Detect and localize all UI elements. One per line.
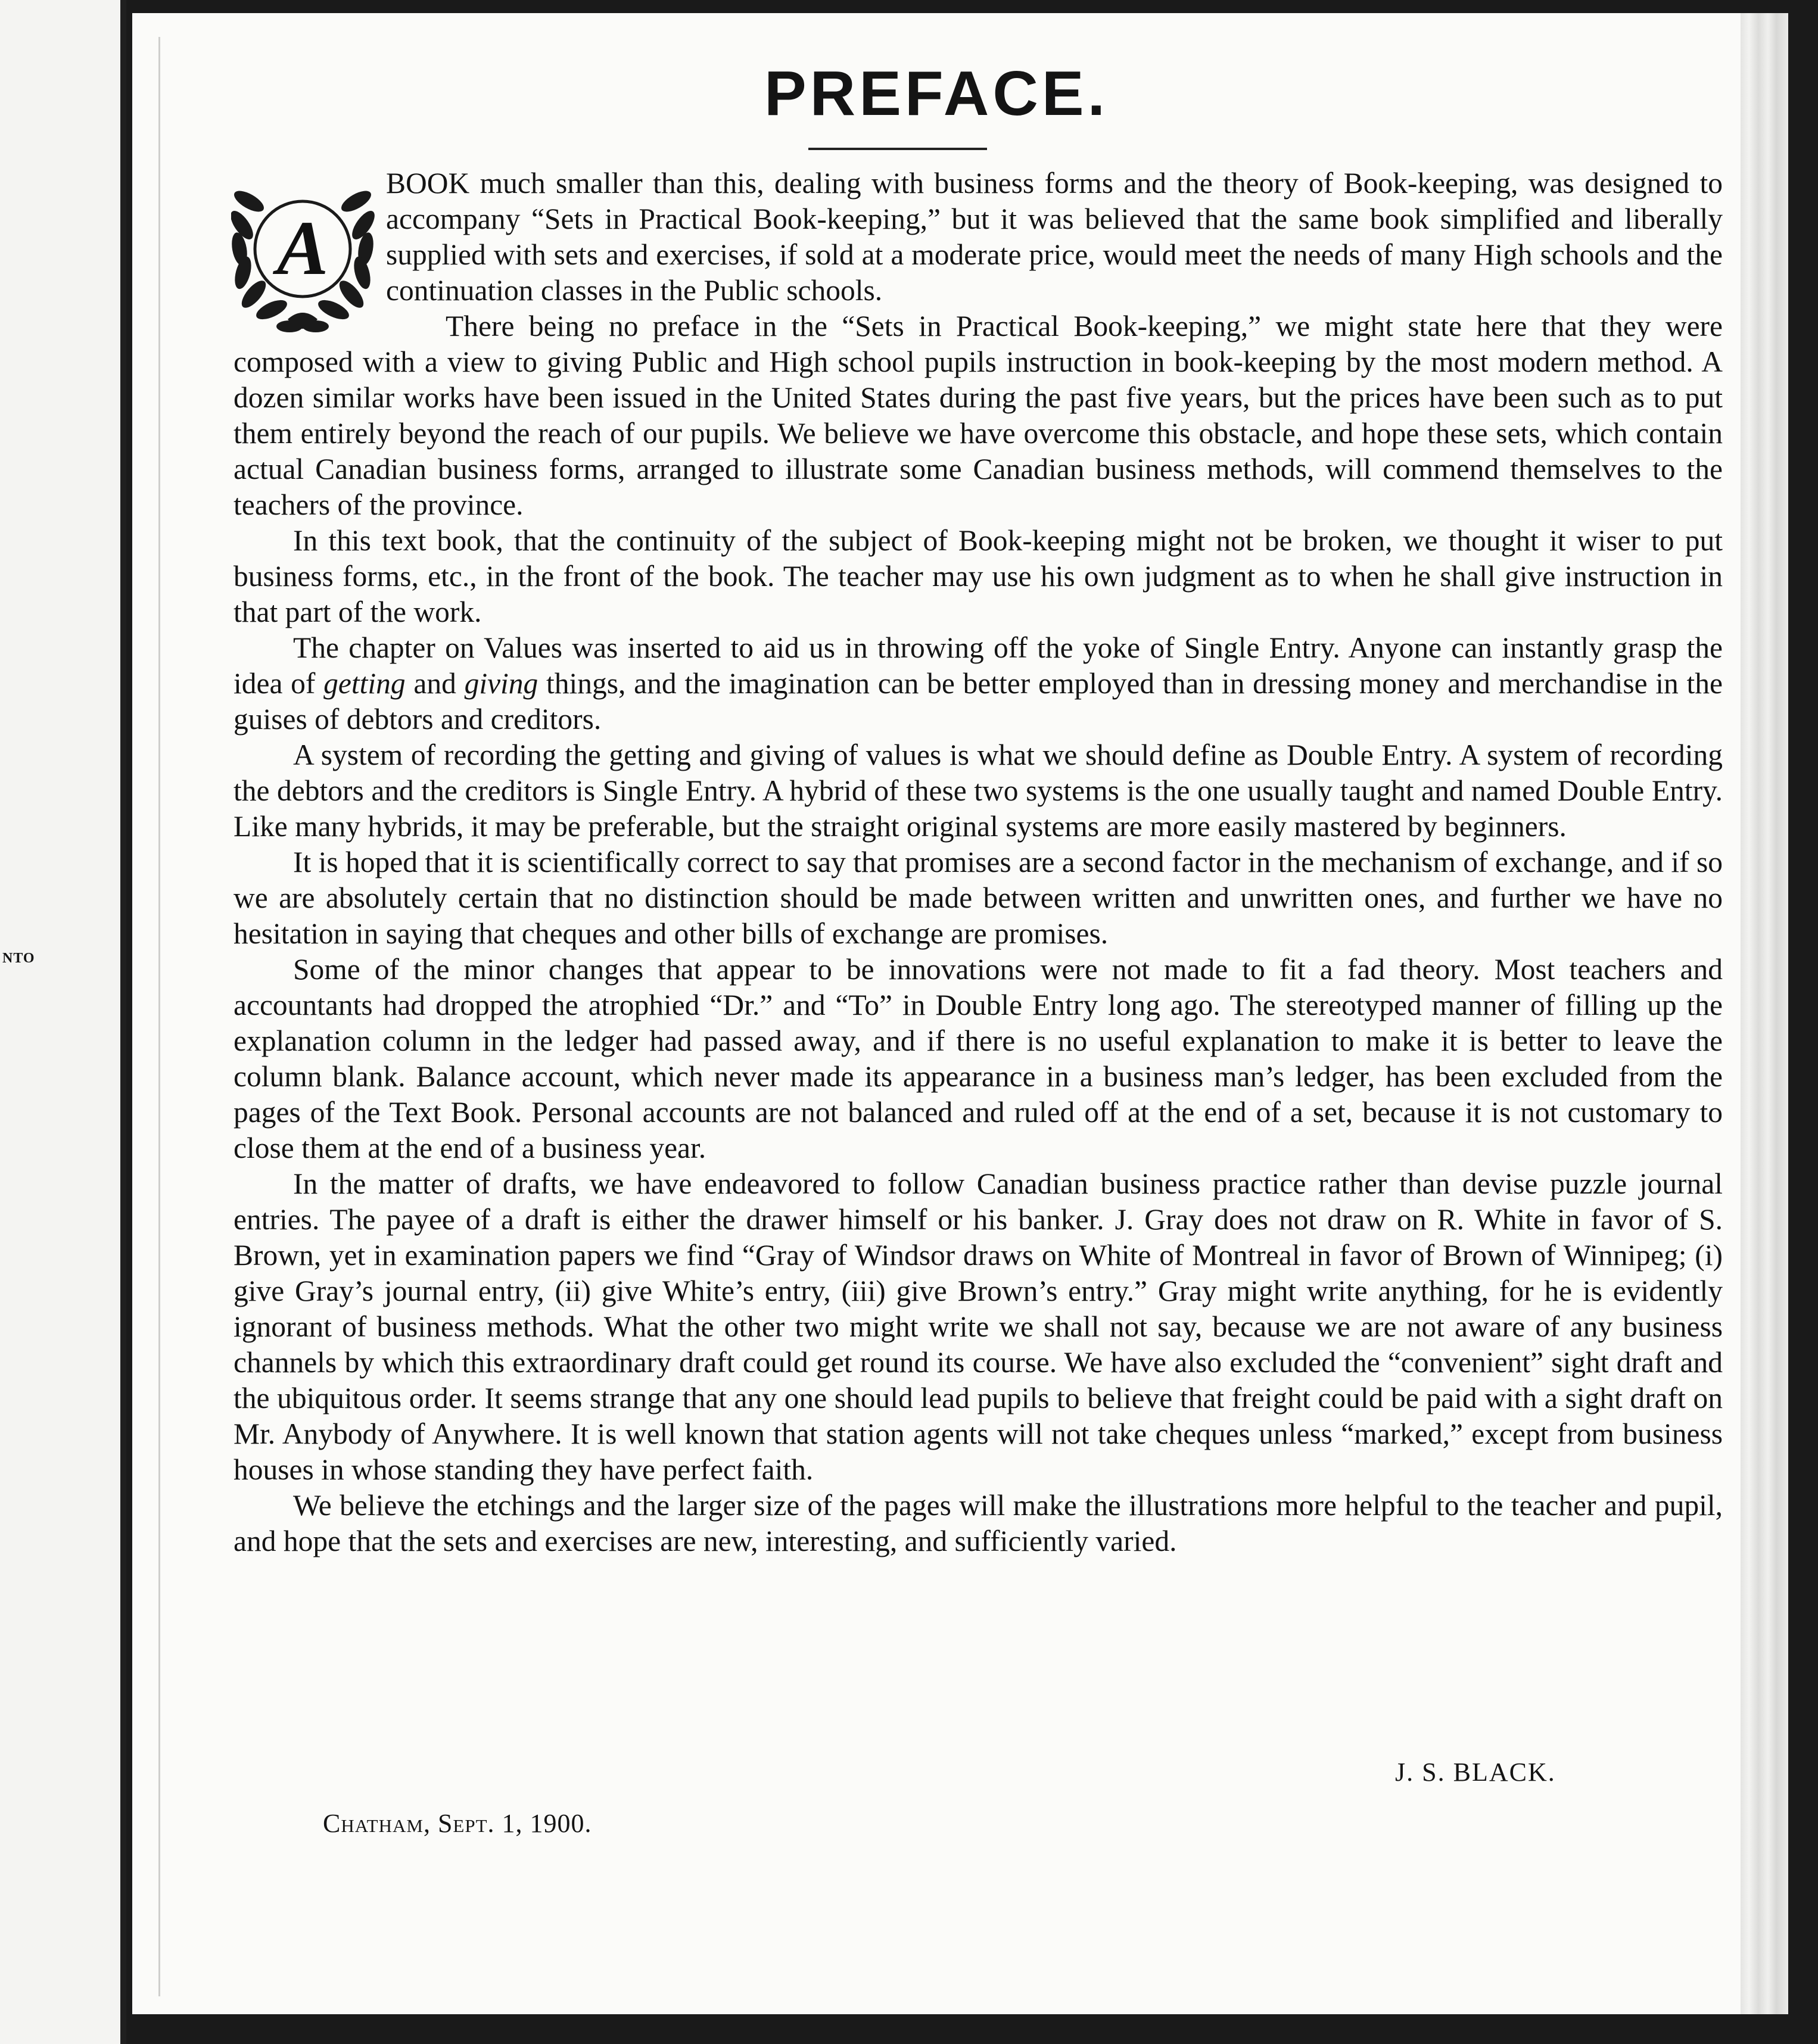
paragraph-1 [234,166,1723,309]
place-and-date: Chatham, Sept. 1, 1900. [323,1809,592,1838]
paragraph-6: It is hoped that it is scientifically correct to say that promises are a second factor in the mechanism of exchange, and if so we are absolutely certain that no distinction should be made between written and unwritten ones, and further we have no hesitation in saying that cheques and other bills of exchange are promises. [234,846,1723,950]
drop-cap-letter: A [276,205,329,291]
paragraph-9: We believe the etchings and the larger size of the pages will make the illustrations more helpful to the teacher and pupil, and hope that the sets and exercises are new, interesting, and sufficiently varied. [234,1489,1723,1557]
paragraph-4 [234,630,1723,737]
paragraph-3: In this text book, that the continuity of the subject of Book-keeping might not be broken, we thought it wiser to put business forms, etc., in the front of the book. The teacher may use his own judgment as to when he shall give instruction in that part of the work. [234,524,1723,628]
values-text-before: The chapter on Values was inserted to aid us in throwing off the yoke of Single Entry. Anyone can instantly grasp the idea of [234,631,1723,700]
paragraph-8: In the matter of drafts, we have endeavored to follow Canadian business practice rather than devise puzzle journal entries. The payee of a draft is either the drawer himself or his banker. J. Gray does not draw on R. White in favor of S. Brown, yet in examination papers we find “Gray of Windsor draws on White of Montreal in favor of Brown of Winnipeg; (i) give Gray’s journal entry, (ii) give White’s entry, (iii) give Brown’s entry.” Gray might write anything, for he is evidently ignorant of business methods. What the other two might write we shall not say, because we are not aware of any business channels by which this extraordinary draft could get round its course. We have also excluded the “convenient” sight draft and the ubiquitous order. It seems strange that any one should lead pupils to believe that freight could be paid with a sight draft on Mr. Anybody of Anywhere. It is well known that station agents will not take cheques unless “marked,” except from business houses in whose standing they have perfect faith. [234,1167,1723,1486]
paragraph-7: Some of the minor changes that appear to be innovations were not made to fit a fad theory. Most teachers and accountants had dropped the atrophied “Dr.” and “To” in Double Entry long ago. The stereotyped manner of filling up the explanation column in the ledger had passed away, and if there is no useful explanation to make it is better to leave the column blank. Balance account, which never made its appearance in a business man’s ledger, has been excluded from the pages of the Text Book. Personal accounts are not balanced and ruled off at the end of a set, because it is not customary to close them at the end of a business year. [234,953,1723,1164]
page-margin-line [158,37,160,1996]
preface-body [234,166,1723,1559]
values-text-after: things, and the imagination can be better employed than in dressing money and merchandise in the guises of debtors and creditors. [234,667,1723,736]
values-emphasis-getting: getting [323,667,406,700]
facing-page-edge [0,0,126,2044]
paragraph-1-text: BOOK much smaller than this, dealing with business forms and the theory of Book-keeping, was designed to accompany “Sets in Practical Book-keeping,” but it was believed that the same book simplified and liberally supplied with sets and exercises, if sold at a moderate price, would meet the needs of many High schools and the continuation classes in the Public schools. [386,167,1723,307]
author-signature: J. S. BLACK. [1395,1758,1556,1787]
page-title: PREFACE. [764,58,1109,129]
values-text-middle: and [405,667,465,700]
facing-page-text-fragment: NTO [2,951,35,966]
paragraph-5: A system of recording the getting and giving of values is what we should define as Double Entry. A system of recording the debtors and the creditors is Single Entry. A hybrid of these two systems is the one usually taught and named Double Entry. Like many hybrids, it may be preferable, but the straight original systems are more easily mastered by beginners. [234,739,1723,843]
title-divider [808,148,987,150]
drop-cap-wreath-icon [231,166,380,344]
values-emphasis-giving: giving [464,667,538,700]
paragraph-2: There being no preface in the “Sets in Practical Book-keeping,” we might state here that they were composed with a view to giving Public and High school pupils instruction in book-keeping by the most modern method. A dozen similar works have been issued in the United States during the past five years, but the prices have been such as to put them entirely beyond the reach of our pupils. We believe we have overcome this obstacle, and hope these sets, which contain actual Canadian business forms, arranged to illustrate some Canadian business methods, will commend themselves to the teachers of the province. [234,310,1723,521]
binding-gutter [120,0,126,2044]
book-page-edges [1741,13,1788,2014]
document-page [132,13,1741,2014]
